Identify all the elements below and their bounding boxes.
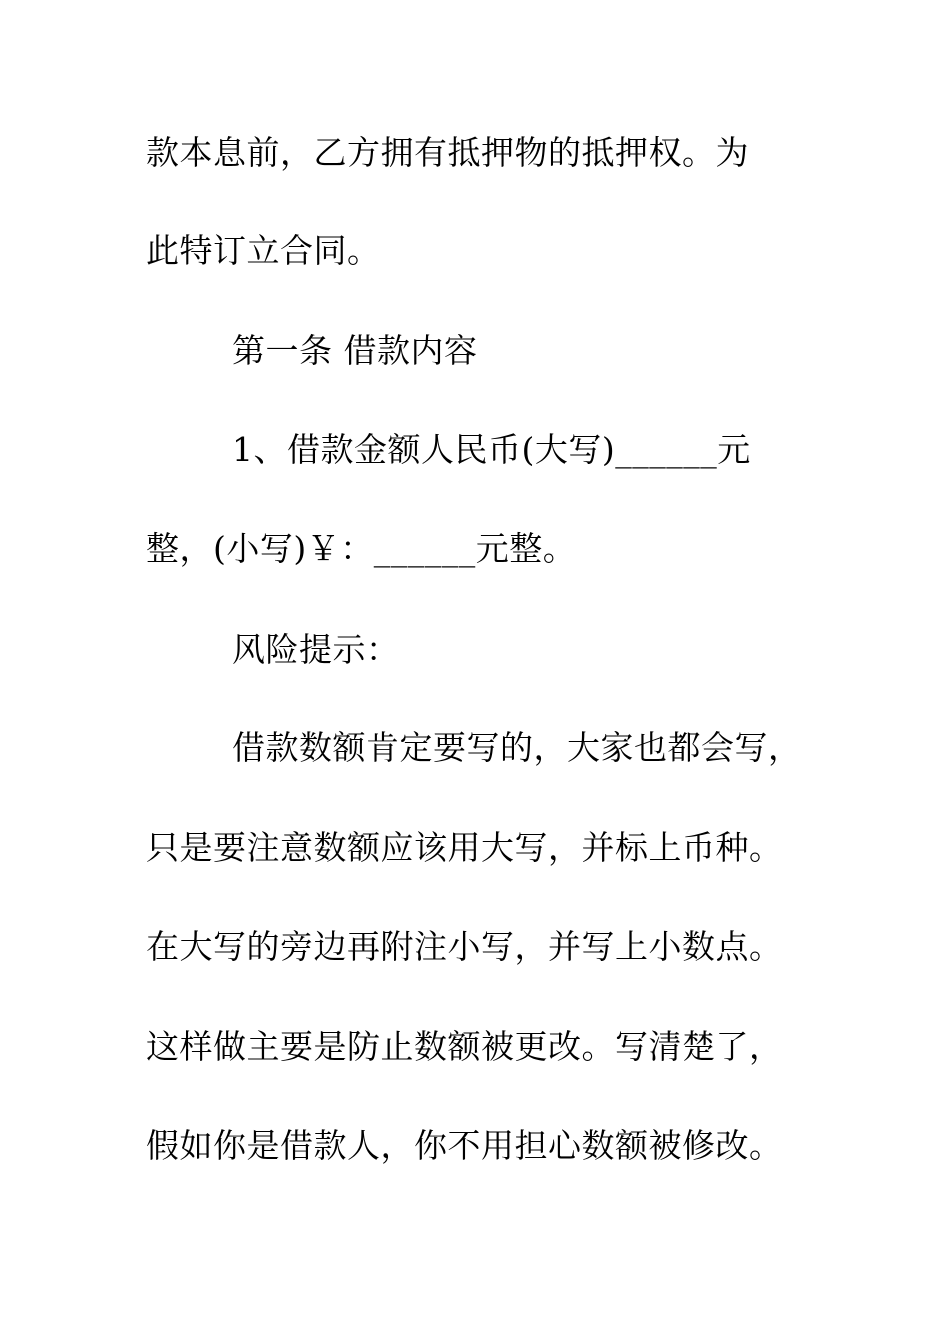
risk-notice-text-line: 这样做主要是防止数额被更改。写清楚了， <box>146 1027 783 1066</box>
risk-notice-heading: 风险提示： <box>232 630 400 669</box>
risk-notice-text-line: 假如你是借款人，你不用担心数额被修改。 <box>146 1126 783 1165</box>
body-text-line: 此特订立合同。 <box>146 231 381 270</box>
risk-notice-text-line: 在大写的旁边再附注小写，并写上小数点。 <box>146 927 783 966</box>
risk-notice-text-line: 只是要注意数额应该用大写，并标上币种。 <box>146 828 783 867</box>
loan-amount-clause: 1、借款金额人民币(大写)______元 <box>232 430 751 469</box>
risk-notice-text-line: 借款数额肯定要写的，大家也都会写， <box>232 728 802 767</box>
section-heading: 第一条 借款内容 <box>232 331 478 370</box>
body-text-line: 款本息前，乙方拥有抵押物的抵押权。为 <box>146 133 749 172</box>
loan-amount-clause-continued: 整，(小写)￥：______元整。 <box>146 529 577 568</box>
